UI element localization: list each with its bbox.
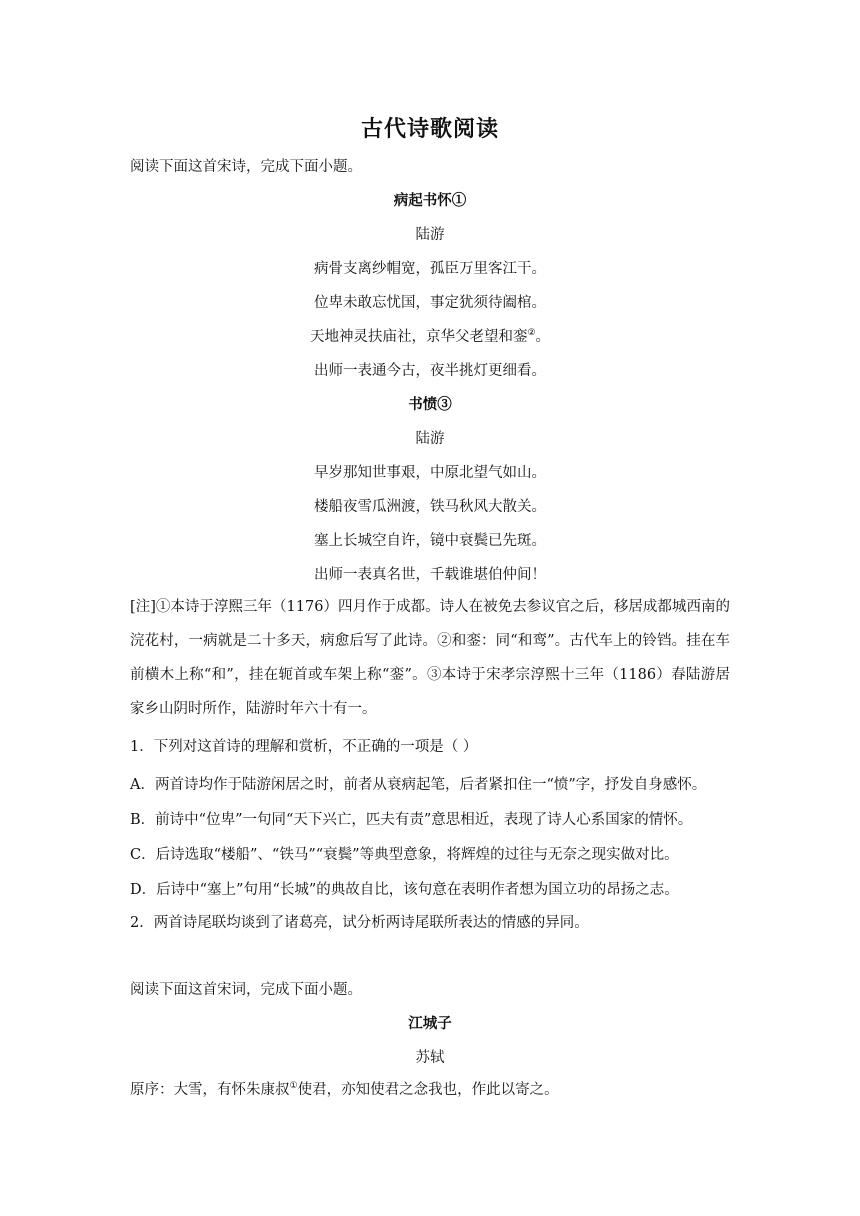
question-2: 2．两首诗尾联均谈到了诸葛亮，试分析两诗尾联所表达的情感的异同。: [130, 915, 589, 931]
ci-preface-a: 原序：大雪，有怀朱康叔: [130, 1082, 290, 1098]
poem2-line-1: 早岁那知世事艰，中原北望气如山。: [314, 465, 546, 481]
poem2-title: 书愤③: [408, 396, 452, 413]
ci-preface-b: 使君，亦知使君之念我也，作此以寄之。: [297, 1082, 559, 1098]
poem1-author: 陆游: [415, 227, 445, 243]
footnote-marker: ①: [289, 1081, 298, 1092]
option-c: C．后诗选取“楼船”、“铁马”“衰鬓”等典型意象，将辉煌的过往与无奈之现实做对比。: [130, 847, 679, 863]
poem1-line-4: 出师一表通今古，夜半挑灯更细看。: [314, 363, 546, 379]
poem-notes: [注]①本诗于淳熙三年（1176）四月作于成都。诗人在被免去参议官之后，移居成都城西南的浣花村，一病就是二十多天，病愈后写了此诗。②和銮：同“和鸾”。古代车上的铃铛。挂在车前横木上称“和”，挂在轭首或车架上称“銮”。③本诗于宋孝宗淳熙十三年（1186）春陆游居家乡山阴时所作，陆游时年六十有一。: [130, 599, 730, 717]
section2-intro: 阅读下面这首宋词，完成下面小题。: [130, 982, 362, 998]
poem1-line-3: [130, 327, 730, 347]
page-title: 古代诗歌阅读: [360, 116, 499, 142]
question-1: 1．下列对这首诗的理解和赏析，不正确的一项是（ ）: [130, 739, 478, 755]
poem1-title: 病起书怀①: [393, 192, 467, 209]
poem1-line-2: 位卑未敢忘忧国，事定犹须待阖棺。: [314, 295, 546, 311]
ci-author: 苏轼: [415, 1050, 445, 1066]
section1-intro: 阅读下面这首宋诗，完成下面小题。: [130, 159, 362, 175]
footnote-marker: ②: [527, 328, 536, 339]
poem1-line-3-text: 天地神灵扶庙社，京华父老望和銮: [309, 329, 528, 345]
poem2-line-3: 塞上长城空自许，镜中衰鬓已先斑。: [314, 533, 546, 549]
option-b: B．前诗中“位卑”一句同“天下兴亡，匹夫有责”意思相近，表现了诗人心系国家的情怀。: [130, 812, 693, 828]
ci-title: 江城子: [408, 1015, 452, 1032]
poem2-line-2: 楼船夜雪瓜洲渡，铁马秋风大散关。: [314, 499, 546, 515]
poem1-line-1: 病骨支离纱帽宽，孤臣万里客江干。: [314, 261, 546, 277]
ci-preface: [130, 1080, 730, 1100]
poem2-author: 陆游: [415, 431, 445, 447]
option-d: D．后诗中“塞上”句用“长城”的典故自比，该句意在表明作者想为国立功的昂扬之志。: [130, 882, 679, 898]
poem1-line-3-end: 。: [535, 329, 551, 345]
option-a: A．两首诗均作于陆游闲居之时，前者从衰病起笔，后者紧扣住一“愤”字，抒发自身感怀。: [130, 777, 707, 793]
poem2-line-4: 出师一表真名世，千载谁堪伯仲间！: [314, 567, 546, 583]
